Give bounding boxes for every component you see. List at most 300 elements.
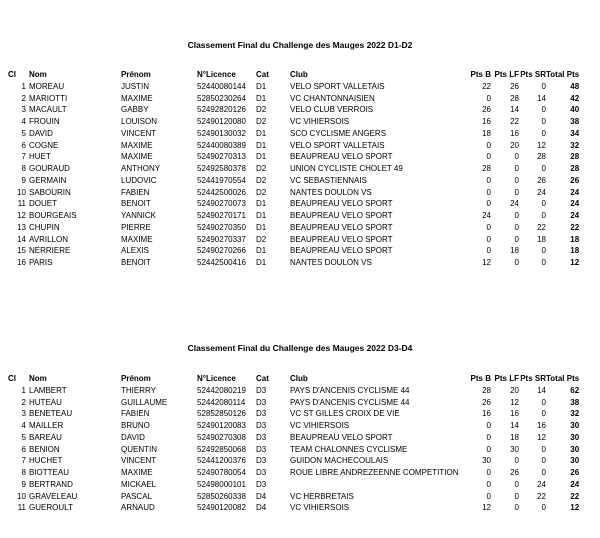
results-table-d1-d2 [8, 69, 579, 269]
cell-pts-sr: 26 [537, 175, 546, 185]
cell-rank: 12 [17, 211, 26, 220]
cell-pts-sr: 0 [541, 117, 546, 126]
table-row [8, 93, 579, 105]
header-row [8, 69, 579, 81]
cell-pts-sr: 0 [541, 468, 546, 477]
column-header-total-pts: Total Pts [546, 70, 580, 79]
cell-rank: 2 [21, 93, 26, 103]
cell-pts-lf: 16 [510, 409, 519, 419]
cell-last-name: BOURGEAIS [29, 211, 77, 220]
cell-first-name: MAXIME [121, 152, 153, 162]
cell-category: D4 [256, 491, 267, 501]
cell-licence: 52441200376 [197, 456, 246, 466]
cell-last-name: LAMBERT [29, 385, 67, 395]
table-row [8, 104, 579, 116]
cell-category: D1 [256, 81, 267, 91]
cell-pts-b: 26 [482, 105, 491, 115]
column-header-pts-b: Pts B [470, 374, 491, 383]
cell-pts-b: 0 [486, 152, 491, 162]
cell-pts-sr: 12 [537, 140, 546, 150]
cell-pts-lf: 30 [510, 444, 519, 454]
cell-licence: 52498000101 [197, 479, 246, 489]
cell-pts-sr: 0 [541, 409, 546, 419]
table-row [8, 479, 579, 491]
column-header-licence: N°Licence [197, 374, 236, 383]
cell-pts-lf: 14 [510, 421, 519, 430]
cell-licence: 52440080389 [197, 140, 246, 150]
column-header-club: Club [290, 374, 308, 383]
cell-pts-lf: 16 [510, 128, 519, 138]
column-header-pts-b: Pts B [470, 70, 491, 79]
cell-total-pts: 24 [570, 479, 580, 489]
table-row [8, 151, 579, 163]
cell-category: D3 [256, 409, 267, 419]
cell-licence: 52442500416 [197, 258, 246, 267]
cell-club: VC ST GILLES CROIX DE VIE [290, 409, 400, 419]
cell-licence: 52490270073 [197, 199, 246, 209]
cell-last-name: HUCHET [29, 456, 63, 466]
cell-total-pts: 48 [570, 81, 580, 91]
cell-category: D2 [256, 105, 267, 115]
cell-last-name: MAILLER [29, 421, 64, 430]
cell-last-name: BENION [29, 444, 60, 454]
cell-rank: 5 [21, 128, 26, 138]
cell-first-name: VINCENT [121, 128, 157, 138]
cell-rank: 6 [21, 140, 26, 150]
cell-club: PAYS D'ANCENIS CYCLISME 44 [290, 397, 410, 407]
cell-club: VC SEBASTIENNAIS [290, 175, 367, 185]
cell-last-name: COGNE [29, 140, 59, 150]
cell-pts-lf: 0 [514, 258, 519, 267]
cell-pts-b: 0 [486, 187, 491, 197]
cell-licence: 52490270266 [197, 246, 246, 256]
cell-club: BEAUPREAU VELO SPORT [290, 199, 393, 209]
cell-rank: 13 [17, 222, 26, 232]
cell-category: D1 [256, 152, 267, 162]
cell-category: D3 [256, 456, 267, 466]
cell-pts-b: 0 [486, 421, 491, 430]
cell-pts-lf: 26 [510, 81, 519, 91]
cell-pts-lf: 12 [510, 397, 519, 407]
cell-rank: 10 [17, 491, 26, 501]
cell-club: VC VIHIERSOIS [290, 503, 350, 513]
cell-licence: 52490120082 [197, 503, 246, 513]
cell-pts-lf: 0 [514, 152, 519, 162]
cell-club: NANTES DOULON VS [290, 258, 372, 267]
cell-last-name: GRAVELEAU [29, 491, 78, 501]
cell-last-name: DOUET [29, 199, 57, 209]
cell-pts-lf: 0 [514, 503, 519, 513]
cell-licence: 52442080219 [197, 385, 246, 395]
cell-rank: 11 [17, 503, 26, 513]
cell-licence: 52490120083 [197, 421, 246, 430]
cell-pts-sr: 0 [541, 246, 546, 256]
cell-club: VELO SPORT VALLETAIS [290, 140, 385, 150]
cell-club: BEAUPREAU VELO SPORT [290, 432, 393, 442]
cell-pts-b: 0 [486, 246, 491, 256]
cell-last-name: SABOURIN [29, 187, 71, 197]
cell-total-pts: 24 [570, 211, 580, 220]
cell-pts-sr: 28 [537, 152, 546, 162]
cell-pts-b: 0 [486, 222, 491, 232]
cell-category: D2 [256, 117, 267, 126]
cell-category: D1 [256, 199, 267, 209]
cell-pts-lf: 28 [510, 93, 519, 103]
cell-pts-lf: 18 [510, 432, 519, 442]
cell-licence: 52492850068 [197, 444, 246, 454]
cell-licence: 52850230264 [197, 93, 246, 103]
cell-pts-b: 0 [486, 234, 491, 244]
cell-club: BEAUPREAU VELO SPORT [290, 234, 393, 244]
cell-total-pts: 34 [570, 128, 580, 138]
cell-rank: 8 [21, 164, 26, 173]
cell-pts-lf: 20 [510, 140, 519, 150]
cell-total-pts: 26 [570, 468, 580, 477]
cell-total-pts: 28 [570, 164, 580, 173]
cell-rank: 9 [21, 175, 26, 185]
cell-last-name: DAVID [29, 128, 53, 138]
cell-category: D2 [256, 164, 267, 173]
cell-pts-b: 18 [482, 128, 491, 138]
cell-first-name: YANNICK [121, 211, 156, 220]
cell-first-name: MICKAEL [121, 479, 157, 489]
header-row [8, 373, 579, 385]
table-row [8, 198, 579, 210]
cell-total-pts: 22 [570, 491, 580, 501]
table-row [8, 420, 579, 432]
cell-category: D1 [256, 93, 267, 103]
cell-category: D2 [256, 175, 267, 185]
cell-licence: 52850260338 [197, 491, 246, 501]
cell-first-name: VINCENT [121, 456, 157, 466]
column-header-rank: Cl [8, 70, 16, 79]
cell-category: D1 [256, 140, 267, 150]
cell-club: UNION CYCLISTE CHOLET 49 [290, 164, 403, 173]
cell-pts-sr: 0 [541, 81, 546, 91]
cell-club: VC CHANTONNAISIEN [290, 93, 375, 103]
cell-total-pts: 28 [570, 152, 580, 162]
cell-category: D3 [256, 421, 267, 430]
cell-category: D2 [256, 187, 267, 197]
column-header-total-pts: Total Pts [546, 374, 580, 383]
cell-pts-sr: 0 [541, 397, 546, 407]
cell-total-pts: 24 [570, 187, 580, 197]
cell-first-name: ARNAUD [121, 503, 155, 513]
cell-club: VELO SPORT VALLETAIS [290, 81, 385, 91]
column-header-last-name: Nom [29, 70, 47, 79]
cell-last-name: AVRILLON [29, 234, 68, 244]
cell-rank: 1 [21, 81, 26, 91]
column-header-last-name: Nom [29, 374, 47, 383]
cell-rank: 15 [17, 246, 26, 256]
cell-last-name: GOURAUD [29, 164, 70, 173]
cell-last-name: MOREAU [29, 81, 65, 91]
cell-total-pts: 30 [570, 444, 580, 454]
cell-category: D1 [256, 128, 267, 138]
cell-last-name: MACAULT [29, 105, 67, 115]
cell-pts-sr: 16 [537, 421, 546, 430]
cell-pts-b: 22 [482, 81, 491, 91]
cell-pts-lf: 0 [514, 479, 519, 489]
table-row [8, 491, 579, 503]
cell-last-name: FROUIN [29, 117, 60, 126]
table-row [8, 455, 579, 467]
cell-pts-sr: 0 [541, 105, 546, 115]
cell-pts-sr: 0 [541, 258, 546, 267]
table-row [8, 385, 579, 397]
cell-rank: 11 [17, 199, 26, 209]
cell-pts-b: 0 [486, 140, 491, 150]
cell-rank: 3 [21, 409, 26, 419]
cell-pts-sr: 0 [541, 128, 546, 138]
cell-first-name: GABBY [121, 105, 149, 115]
cell-rank: 8 [21, 468, 26, 477]
cell-category: D1 [256, 222, 267, 232]
cell-licence: 52490270171 [197, 211, 246, 220]
cell-pts-lf: 18 [510, 246, 519, 256]
cell-category: D3 [256, 385, 267, 395]
column-header-licence: N°Licence [197, 70, 236, 79]
cell-pts-lf: 26 [510, 468, 519, 477]
cell-total-pts: 24 [570, 199, 580, 209]
cell-pts-sr: 0 [541, 503, 546, 513]
cell-category: D3 [256, 432, 267, 442]
cell-pts-lf: 20 [510, 385, 519, 395]
cell-last-name: BENETEAU [29, 409, 73, 419]
cell-licence: 52442500026 [197, 187, 246, 197]
cell-pts-b: 0 [486, 479, 491, 489]
table-row [8, 163, 579, 175]
cell-pts-sr: 0 [541, 444, 546, 454]
cell-total-pts: 30 [570, 421, 580, 430]
cell-licence: 52490130032 [197, 128, 246, 138]
cell-total-pts: 40 [570, 105, 580, 115]
cell-first-name: GUILLAUME [121, 397, 168, 407]
cell-club: NANTES DOULON VS [290, 187, 372, 197]
cell-last-name: GERMAIN [29, 175, 67, 185]
cell-first-name: QUENTIN [121, 444, 157, 454]
cell-club [290, 479, 463, 491]
cell-first-name: MAXIME [121, 93, 153, 103]
cell-total-pts: 30 [570, 456, 580, 466]
cell-pts-b: 0 [486, 491, 491, 501]
cell-club: VELO CLUB VERROIS [290, 105, 374, 115]
cell-pts-sr: 24 [537, 187, 546, 197]
cell-total-pts: 12 [570, 503, 580, 513]
cell-first-name: PIERRE [121, 222, 151, 232]
cell-licence: 52490120080 [197, 117, 246, 126]
table-row [8, 408, 579, 420]
cell-club: PAYS D'ANCENIS CYCLISME 44 [290, 385, 410, 395]
cell-total-pts: 26 [570, 175, 580, 185]
cell-first-name: ANTHONY [121, 164, 161, 173]
cell-pts-b: 0 [486, 175, 491, 185]
cell-total-pts: 22 [570, 222, 580, 232]
cell-club: VC VIHIERSOIS [290, 421, 350, 430]
cell-club: BEAUPREAU VELO SPORT [290, 222, 393, 232]
column-header-rank: Cl [8, 374, 16, 383]
cell-rank: 7 [21, 152, 26, 162]
cell-last-name: BERTRAND [29, 479, 73, 489]
column-header-pts-sr: Pts SR [520, 70, 546, 79]
cell-total-pts: 12 [570, 258, 580, 267]
cell-rank: 1 [21, 385, 26, 395]
cell-total-pts: 18 [570, 246, 580, 256]
cell-rank: 4 [21, 117, 26, 126]
cell-pts-b: 28 [482, 385, 491, 395]
section-title-d1-d2: Classement Final du Challenge des Mauges 2022 D1-D2 [187, 40, 413, 50]
cell-rank: 10 [17, 187, 26, 197]
cell-pts-b: 0 [486, 93, 491, 103]
cell-first-name: MAXIME [121, 140, 153, 150]
cell-club: VC HERBRETAIS [290, 491, 354, 501]
cell-last-name: MARIOTTI [29, 93, 68, 103]
cell-first-name: JUSTIN [121, 81, 149, 91]
table-row [8, 128, 579, 140]
cell-licence: 52490270337 [197, 234, 246, 244]
cell-first-name: BRUNO [121, 421, 150, 430]
table-row [8, 444, 579, 456]
cell-total-pts: 38 [570, 397, 580, 407]
cell-rank: 16 [17, 258, 26, 267]
table-row [8, 234, 579, 246]
table-row [8, 245, 579, 257]
cell-rank: 9 [21, 479, 26, 489]
table-row [8, 116, 579, 128]
cell-first-name: THIERRY [121, 385, 156, 395]
cell-pts-lf: 22 [510, 117, 519, 126]
cell-total-pts: 30 [570, 432, 580, 442]
table-row [8, 397, 579, 409]
cell-pts-sr: 0 [541, 456, 546, 466]
cell-pts-b: 0 [486, 199, 491, 209]
cell-last-name: CHUPIN [29, 222, 60, 232]
cell-category: D3 [256, 468, 267, 477]
cell-pts-lf: 0 [514, 456, 519, 466]
cell-club: VC VIHIERSOIS [290, 117, 350, 126]
cell-club: SCO CYCLISME ANGERS [290, 128, 387, 138]
cell-licence: 52492820126 [197, 105, 246, 115]
cell-pts-b: 24 [482, 211, 491, 220]
cell-licence: 52492580378 [197, 164, 246, 173]
cell-licence: 52441970554 [197, 175, 246, 185]
cell-category: D3 [256, 444, 267, 454]
cell-total-pts: 62 [570, 385, 580, 395]
cell-pts-sr: 0 [541, 211, 546, 220]
cell-first-name: MAXIME [121, 234, 153, 244]
cell-pts-lf: 0 [514, 211, 519, 220]
cell-pts-lf: 0 [514, 175, 519, 185]
cell-rank: 2 [21, 397, 26, 407]
cell-first-name: BENOIT [121, 258, 151, 267]
cell-last-name: HUET [29, 152, 51, 162]
cell-licence: 52852850126 [197, 409, 246, 419]
cell-first-name: ALEXIS [121, 246, 150, 256]
cell-last-name: PARIS [29, 258, 53, 267]
cell-rank: 14 [17, 234, 26, 244]
cell-pts-sr: 24 [537, 479, 546, 489]
column-header-category: Cat [256, 374, 269, 383]
cell-rank: 6 [21, 444, 26, 454]
cell-pts-b: 0 [486, 432, 491, 442]
cell-category: D3 [256, 479, 267, 489]
table-row [8, 432, 579, 444]
cell-first-name: LOUISON [121, 117, 158, 126]
cell-category: D2 [256, 234, 267, 244]
cell-pts-sr: 14 [537, 93, 546, 103]
table-row [8, 187, 579, 199]
results-table-d3-d4 [8, 373, 579, 514]
table-row [8, 175, 579, 187]
cell-pts-b: 0 [486, 444, 491, 454]
cell-club: BEAUPREAU VELO SPORT [290, 246, 393, 256]
cell-pts-lf: 0 [514, 222, 519, 232]
table-row [8, 210, 579, 222]
cell-pts-lf: 14 [510, 105, 519, 115]
cell-category: D1 [256, 246, 267, 256]
column-header-club: Club [290, 70, 308, 79]
cell-pts-sr: 12 [537, 432, 546, 442]
cell-club: BEAUPREAU VELO SPORT [290, 211, 393, 220]
cell-club: TEAM CHALONNES CYCLISME [290, 444, 408, 454]
cell-licence: 52490780054 [197, 468, 246, 477]
cell-category: D4 [256, 503, 267, 513]
cell-pts-sr: 22 [537, 491, 546, 501]
cell-pts-b: 28 [482, 164, 491, 173]
cell-total-pts: 32 [570, 140, 580, 150]
cell-licence: 52490270313 [197, 152, 246, 162]
cell-category: D1 [256, 211, 267, 220]
table-row [8, 140, 579, 152]
cell-total-pts: 42 [570, 93, 580, 103]
table-row [8, 81, 579, 93]
cell-pts-b: 12 [482, 258, 491, 267]
cell-category: D1 [256, 258, 267, 267]
cell-pts-sr: 0 [541, 199, 546, 209]
table-row [8, 502, 579, 514]
cell-licence: 52440080144 [197, 81, 246, 91]
cell-pts-sr: 0 [541, 164, 546, 173]
table-row [8, 467, 579, 479]
cell-club: GUIDON MACHECOULAIS [290, 456, 389, 466]
cell-licence: 52442080114 [197, 397, 246, 407]
cell-rank: 4 [21, 421, 26, 430]
cell-rank: 7 [21, 456, 26, 466]
cell-rank: 3 [21, 105, 26, 115]
cell-last-name: GUEROULT [29, 503, 73, 513]
cell-pts-b: 16 [482, 117, 491, 126]
section-title-d3-d4: Classement Final du Challenge des Mauges 2022 D3-D4 [187, 343, 413, 353]
cell-category: D3 [256, 397, 267, 407]
cell-pts-lf: 0 [514, 234, 519, 244]
cell-pts-lf: 0 [514, 491, 519, 501]
cell-total-pts: 18 [570, 234, 580, 244]
cell-first-name: PASCAL [121, 491, 152, 501]
cell-pts-sr: 18 [537, 234, 546, 244]
cell-first-name: LUDOVIC [121, 175, 157, 185]
column-header-category: Cat [256, 70, 269, 79]
cell-pts-b: 0 [486, 468, 491, 477]
column-header-first-name: Prénom [121, 374, 151, 383]
cell-pts-lf: 0 [514, 164, 519, 173]
cell-pts-b: 26 [482, 397, 491, 407]
cell-pts-lf: 0 [514, 187, 519, 197]
column-header-pts-lf: Pts LF [494, 374, 519, 383]
cell-first-name: MAXIME [121, 468, 153, 477]
cell-total-pts: 32 [570, 409, 580, 419]
cell-pts-lf: 24 [510, 199, 519, 209]
cell-first-name: DAVID [121, 432, 145, 442]
